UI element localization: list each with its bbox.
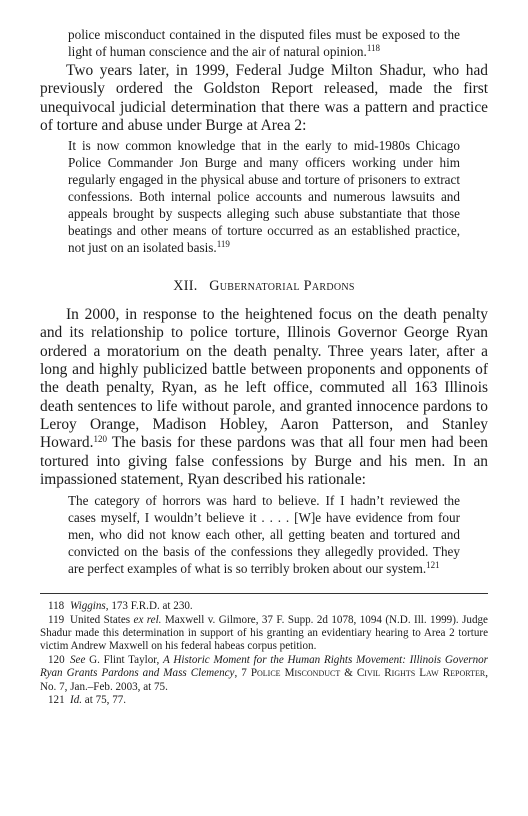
footnote-ref[interactable]: 119 (216, 239, 230, 250)
article-title: A Historic Moment for the Human Rights Movement: Illinois Governor Ryan Grants Pardons and Mass Clemency (40, 653, 488, 680)
signal-see: See (70, 653, 86, 666)
footnote-118 (40, 600, 488, 613)
footnote-author: G. Flint Taylor, (85, 653, 164, 666)
block-quote-misconduct (68, 26, 460, 60)
quote-text: The category of horrors was hard to believe. If I hadn’t reviewed the cases myself, I wouldn’t believe it . . . . [W]e have evidence from four men, who did not know each other, all getting beaten and tortured and convicted on the basis of the confessions they allegedly provided. They are perfect examples of what is so terribly broken about our system. (68, 493, 460, 577)
quote-text: It is now common knowledge that in the early to mid-1980s Chicago Police Commander Jon Burge and many officers working under him regularly engaged in the physical abuse and torture of prisoners to extract confessions. Both internal police accounts and numerous lawsuits and appeals brought by suspects alleging such abuse substantiate that those beatings and other means of torture occurred as an established practice, not just on an isolated basis. (68, 138, 460, 256)
block-quote-shadur (68, 137, 460, 256)
paragraph-pardons (40, 306, 488, 489)
section-numeral: XII. (173, 278, 198, 295)
footnote-italic: ex rel. (133, 613, 162, 626)
footnote-119 (40, 614, 488, 654)
footnote-number: 120 (48, 653, 65, 666)
paragraph-text: The basis for these pardons was that all four men had been tortured into giving false confessions by Burge and his men. In an impassioned statement, Ryan described his rationale: (40, 434, 488, 488)
footnote-text: United States (70, 613, 134, 626)
section-title: Gubernatorial Pardons (209, 278, 355, 295)
case-name: Wiggins (70, 600, 106, 613)
block-quote-ryan (68, 492, 460, 577)
page-content (40, 26, 488, 707)
footnote-italic: Id. (70, 694, 83, 706)
section-heading (40, 278, 488, 295)
footnote-121 (40, 694, 488, 707)
footnote-text: Maxwell v. Gilmore, 37 F. Supp. 2d 1078, 1094 (N.D. Ill. 1999). Judge Shadur made this determination in support of his granting an evidentiary hearing to Area 2 torture victim Andrew Maxwell on his federal habeas corpus petition. (40, 613, 488, 653)
quote-text: police misconduct contained in the disputed files must be exposed to the light of human conscience and the air of natural opinion. (68, 27, 460, 59)
footnote-ref[interactable]: 118 (366, 43, 380, 53)
footnote-number: 119 (48, 613, 65, 626)
footnote-text: , 173 F.R.D. at 230. (105, 600, 193, 613)
footnote-text: , No. 7, Jan.–Feb. 2003, at 75. (40, 667, 488, 693)
footnote-text: at 75, 77. (82, 694, 127, 706)
footnote-number: 121 (48, 694, 65, 706)
footnote-120 (40, 654, 488, 694)
journal-name: Police Misconduct & Civil Rights Law Reporter (250, 667, 486, 680)
paragraph-text: In 2000, in response to the heightened focus on the death penalty and its relationship to police torture, Illinois Governor George Ryan ordered a moratorium on the death penalty. Three years later, after a long and highly publicized battle between proponents and opponents of the death penalty, Ryan, as he left office, commuted all 163 Illinois death sentences to life without parole, and granted innocence pardons to Leroy Orange, Madison Hobley, Aaron Patterson, and Stanley Howard. (40, 306, 488, 452)
paragraph-shadur: Two years later, in 1999, Federal Judge Milton Shadur, who had previously ordered the Goldston Report released, made the first unequivocal judicial determination that there was a pattern and practice of torture and abuse under Burge at Area 2: (40, 62, 488, 134)
footnote-ref[interactable]: 121 (426, 560, 440, 571)
footnote-divider (40, 593, 488, 594)
footnote-ref[interactable]: 120 (93, 434, 107, 445)
footnote-text: , 7 (234, 667, 251, 680)
footnote-number: 118 (48, 600, 65, 613)
